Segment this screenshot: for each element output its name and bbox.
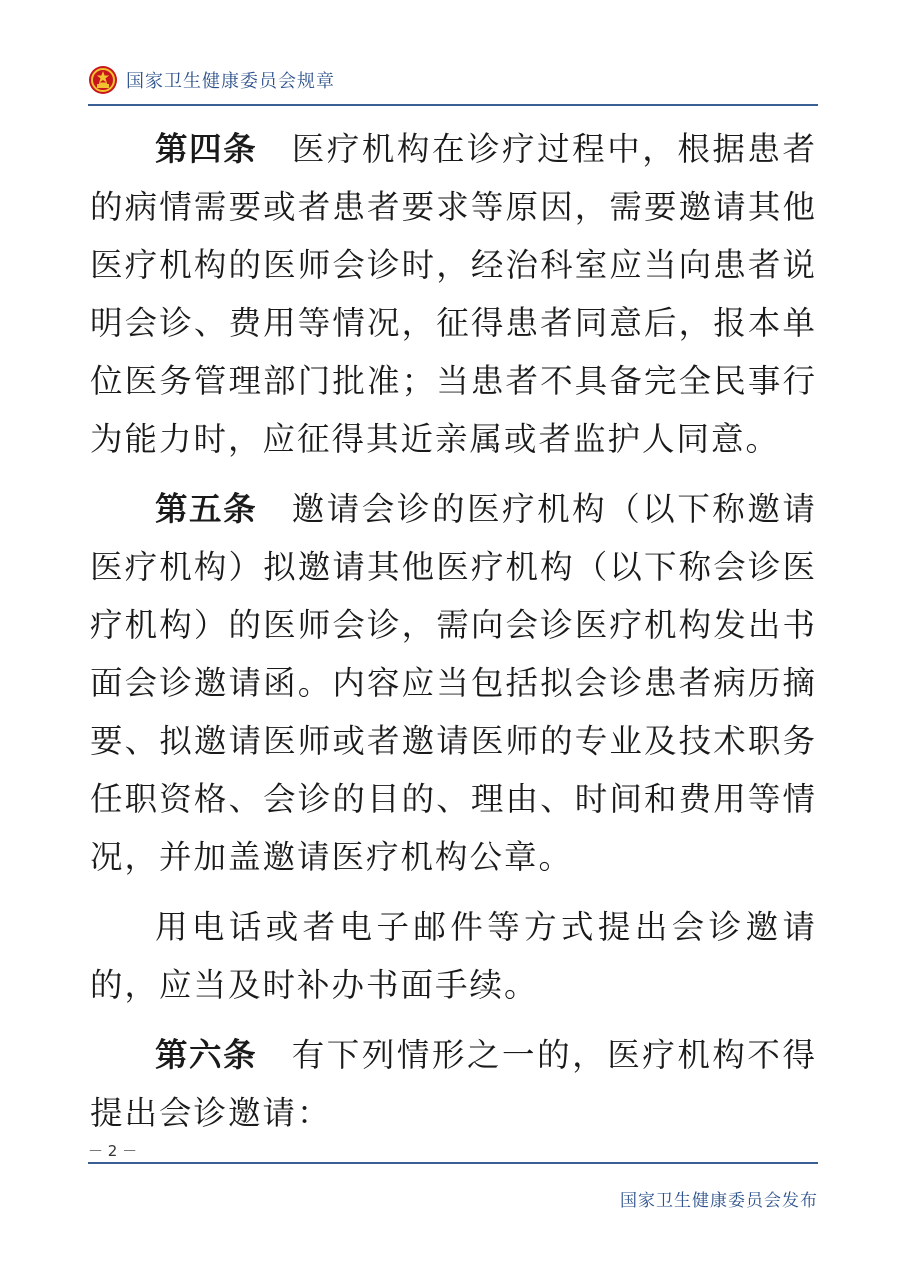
body-paragraph bbox=[90, 898, 817, 1014]
article-paragraph bbox=[90, 1026, 817, 1142]
article-label: 第四条 bbox=[155, 130, 258, 168]
article-label: 第六条 bbox=[155, 1036, 258, 1074]
footer-divider bbox=[88, 1162, 818, 1164]
article-paragraph bbox=[90, 120, 817, 468]
article-text: 有下列情形之一的，医疗机构不得提出会诊邀请： bbox=[90, 1036, 817, 1132]
paragraph-text: 用电话或者电子邮件等方式提出会诊邀请的，应当及时补办书面手续。 bbox=[90, 908, 817, 1004]
footer-publisher: 国家卫生健康委员会发布 bbox=[620, 1191, 818, 1211]
page-header bbox=[88, 64, 818, 96]
header-divider bbox=[88, 104, 818, 106]
article-label: 第五条 bbox=[155, 490, 258, 528]
national-emblem-icon bbox=[88, 65, 118, 95]
document-body bbox=[90, 120, 817, 1154]
article-text: 医疗机构在诊疗过程中，根据患者的病情需要或者患者要求等原因，需要邀请其他医疗机构的医师会诊时，经治科室应当向患者说明会诊、费用等情况，征得患者同意后，报本单位医务管理部门批准；当患者不具备完全民事行为能力时，应征得其近亲属或者监护人同意。 bbox=[90, 130, 817, 458]
page-number: － 2 － bbox=[88, 1142, 138, 1160]
article-text: 邀请会诊的医疗机构（以下称邀请医疗机构）拟邀请其他医疗机构（以下称会诊医疗机构）的医师会诊，需向会诊医疗机构发出书面会诊邀请函。内容应当包括拟会诊患者病历摘要、拟邀请医师或者邀请医师的专业及技术职务任职资格、会诊的目的、理由、时间和费用等情况，并加盖邀请医疗机构公章。 bbox=[90, 490, 817, 876]
article-paragraph bbox=[90, 480, 817, 886]
header-title: 国家卫生健康委员会规章 bbox=[126, 71, 335, 92]
